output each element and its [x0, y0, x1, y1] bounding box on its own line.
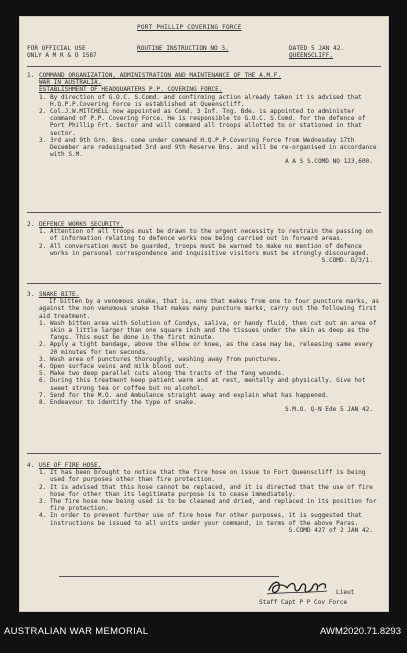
divider [27, 66, 381, 67]
section-snake-bite [27, 291, 381, 413]
reference-note: A A S S.COMD NO 123,600. [284, 158, 373, 166]
reference-note: S.COMD 427 of 2 JAN 42. [288, 526, 373, 534]
item-number: 1. [39, 319, 47, 327]
archive-caption-bar [0, 612, 407, 653]
section-heading: USE OF FIRE HOSE. [39, 462, 102, 469]
list-item [39, 228, 381, 242]
list-item [39, 399, 381, 406]
list-item [39, 137, 381, 159]
item-text: It is advised that this hose cannot be replaced, and it is directed that the use of fire hose for other than its legitimate purpose is to cease immediately. [50, 483, 373, 498]
document-place: QUEENSCLIFF. [289, 52, 334, 60]
list-item [39, 498, 381, 512]
item-text: During this treatment keep patient warm and at rest, mentally and physically. Give hot sweet strong tea or coffee but no alcohol. [50, 377, 366, 392]
list-item [39, 512, 381, 526]
list-item [39, 108, 381, 137]
item-text: Send for the M.O. and Ambulance straight away and explain what has happened. [50, 391, 329, 399]
item-number: 5. [39, 370, 47, 378]
archive-accession-number: AWM2020.71.8293 [320, 626, 401, 637]
item-number: 3. [39, 498, 47, 506]
item-text: 3rd and 9th Grn. Bns. come under command H.Q.P.P.Covering Force from Wednesday 17th December are redesignated 3rd and 9th Reserve Bns. and will be re-organised in accordance with S.M. [50, 136, 377, 159]
list-item [39, 356, 381, 363]
list-item [39, 392, 381, 399]
section-command-organization [27, 72, 381, 166]
item-text: The fire hose now being used is to be cleaned and dried, and replaced in its position for fire protection. [50, 498, 377, 513]
section-number: 1. [27, 72, 35, 79]
item-text: By direction of G.O.C. S.Comd. and confirming action already taken it is advised that H.Q.P.P.Covering Force is established at Queenscliff. [50, 93, 362, 108]
section-defence-works-security [27, 221, 381, 264]
divider [27, 283, 381, 284]
section-number: 4. [27, 462, 35, 469]
reference-note: S.COMD. D/3/1. [321, 257, 373, 265]
section-subheading: ESTABLISHMENT OF HEADQUARTERS P.P. COVERING FORCE. [39, 86, 223, 94]
section-intro: If bitten by a venomous snake, that is, one that makes from one to four puncture marks, as against the non venomous snake that makes many puncture marks, carry out the following first aid treatment. [39, 298, 380, 320]
section-heading: SNAKE BITE. [39, 291, 80, 298]
classification-block [27, 45, 97, 59]
item-number: 1. [39, 469, 47, 477]
item-number: 2. [39, 483, 47, 491]
divider [27, 212, 381, 213]
list-item [39, 320, 381, 342]
section-heading-cont: WAR IN AUSTRALIA. [39, 79, 102, 87]
signatory-rank: Lieut [336, 589, 355, 596]
item-text: Apply a tight bandage, above the elbow or knee, as the case may be, releasing same every 20 minutes for ten seconds. [50, 341, 373, 356]
item-text: All conversation must be guarded, troops must be warned to make no mention of defence works in personal correspondence and inquisitive visitors must be strongly discouraged. [50, 242, 370, 257]
reference-note: S.M.O. Q-N Ede 5 JAN 42. [284, 406, 373, 414]
item-number: 7. [39, 391, 47, 399]
item-text: In order to prevent further use of fire hose for other purposes, it is suggested that instructions be issued to all units under your command, in terms of the above Paras. [50, 512, 362, 527]
date-block [289, 45, 344, 59]
item-text: Wash bitten area with Solution of Condys, saliva, or handy fluid, then cut out an area of skin a little larger than one square inch and the tissues under the skin as deep as the fangs. This must be done in the first minute. [50, 319, 377, 342]
item-number: 3. [39, 136, 47, 144]
signatory-title: Staff Capt P P Cov Force [259, 599, 348, 606]
document-title: PORT PHILLIP COVERING FORCE [137, 24, 242, 31]
archive-name: AUSTRALIAN WAR MEMORIAL [4, 626, 149, 637]
section-number: 3. [27, 291, 35, 298]
item-text: Attention of all troops must be drawn to the urgent necessity to restrain the passing on of information relating to defence works now being carried out in forward areas. [50, 228, 373, 243]
divider [27, 453, 381, 454]
item-number: 2. [39, 242, 47, 250]
item-number: 3. [39, 355, 47, 363]
document-page [19, 16, 389, 612]
item-number: 8. [39, 399, 47, 407]
item-text: Endeavour to identify the type of snake. [50, 399, 197, 407]
routine-instruction-number: ROUTINE INSTRUCTION NO 3. [137, 45, 229, 52]
divider [59, 576, 279, 577]
list-item [39, 484, 381, 498]
list-item [39, 341, 381, 355]
document-date: DATED 5 JAN 42. [289, 45, 345, 52]
section-number: 2. [27, 221, 35, 228]
item-number: 1. [39, 93, 47, 101]
item-text: Make two deep parallel cuts along the tracts of the fang wounds. [50, 370, 285, 378]
list-item [39, 363, 381, 370]
item-text: Col.J.W.MITCHELL now appointed as Comd. 3 Inf. Tng. Bde. is appointed to administer command of P.P. Covering Force. He is responsible to G.O.C. S.Comd. for the defence of Port Phillip Frt. Sector and will command all troops allotted to or stationed in that sector. [50, 108, 366, 137]
item-number: 2. [39, 341, 47, 349]
item-number: 2. [39, 108, 47, 116]
item-number: 4. [39, 512, 47, 520]
list-item [39, 370, 381, 377]
official-use-ref: ONLY A M R & O 1587 [27, 52, 97, 60]
list-item [39, 94, 381, 108]
item-text: It has been brought to notice that the fire hose on issue to Fort Queenscliff is being used for purposes other than fire protection. [50, 469, 366, 484]
list-item [39, 243, 381, 257]
item-text: Wash area of punctures thoroughly, washing away from punctures. [50, 355, 282, 363]
handwritten-signature [265, 576, 329, 598]
item-number: 1. [39, 228, 47, 236]
section-heading: COMMAND ORGANIZATION, ADMINISTRATION AND MAINTENANCE OF THE A.M.F. [39, 72, 282, 79]
list-item [39, 469, 381, 483]
item-number: 4. [39, 363, 47, 371]
official-use-label: FOR OFFICIAL USE [27, 45, 86, 52]
item-number: 6. [39, 377, 47, 385]
list-item [39, 377, 381, 391]
section-heading: DEFENCE WORKS SECURITY. [39, 221, 124, 228]
item-text: Open surface veins and milk blood out. [50, 363, 190, 371]
section-use-of-fire-hose [27, 462, 381, 534]
